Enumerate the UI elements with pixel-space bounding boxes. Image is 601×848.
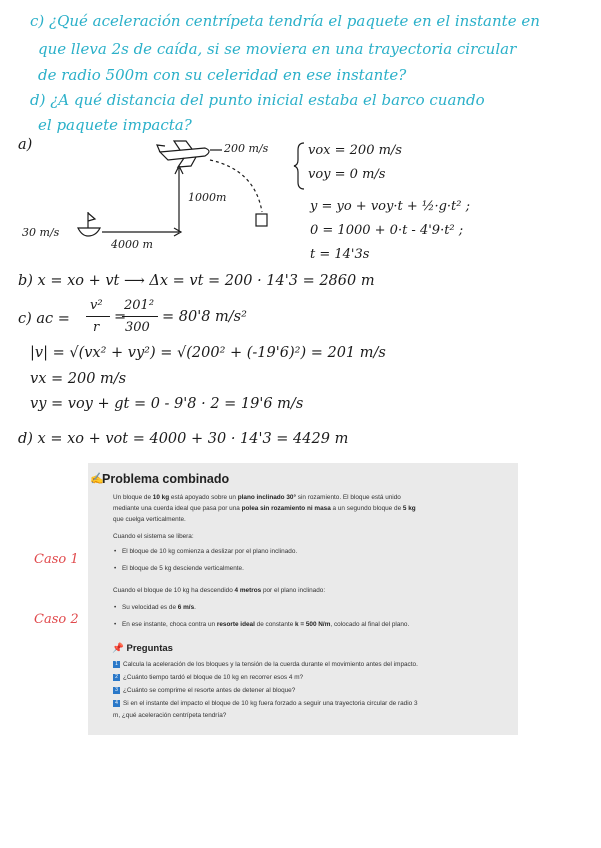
questions-heading: 📌 Preguntas — [112, 643, 173, 654]
centripetal-result: = 80'8 m/s² — [162, 309, 247, 325]
equation-substituted: 0 = 1000 + 0·t - 4'9·t² ; — [310, 223, 464, 238]
case2-bullet-2: • En ese instante, choca contra un resorte ideal de constante k = 500 N/m, colocado al final del plano. — [122, 620, 409, 630]
vy-line: vy = voy + gt = 0 - 9'8 · 2 = 19'6 m/s — [30, 396, 304, 412]
time-result: t = 14'3s — [310, 247, 370, 262]
question-d-line1: d) ¿A qué distancia del punto inicial estaba el barco cuando — [30, 91, 485, 109]
fraction1-numerator: v² — [90, 298, 103, 313]
part-c-label: c) ac = — [18, 311, 70, 327]
caso-1-label: Caso 1 — [34, 552, 79, 567]
vox-line: vox = 200 m/s — [308, 143, 402, 158]
boat-icon — [78, 212, 100, 236]
question-4-cont: m, ¿qué aceleración centrípeta tendría? — [113, 712, 227, 719]
projectile-diagram — [0, 0, 601, 300]
question-3: 3 ¿Cuánto se comprime el resorte antes de detener al bloque? — [113, 686, 295, 696]
question-c-line1: c) ¿Qué aceleración centrípeta tendría el paquete en el instante en — [30, 12, 540, 30]
case2-intro: Cuando el bloque de 10 kg ha descendido 4 metros por el plano inclinado: — [113, 587, 326, 594]
question-2: 2 ¿Cuánto tiempo tardó el bloque de 10 kg en recorrer esos 4 m? — [113, 673, 303, 683]
case2-bullet-1: • Su velocidad es de 6 m/s. — [122, 603, 196, 613]
card-title: Problema combinado — [102, 472, 230, 486]
question-d-line2: el paquete impacta? — [38, 116, 192, 134]
part-a-label: a) — [18, 137, 33, 153]
problem-card — [88, 463, 518, 735]
question-1: 1 Calcula la aceleración de los bloques y la tensión de la cuerda durante el movimiento antes del impacto. — [113, 660, 418, 670]
writing-hand-icon: ✍ — [90, 473, 104, 485]
fraction2-bar — [122, 316, 158, 317]
height-label: 1000m — [188, 191, 227, 204]
fraction1-bar — [86, 316, 110, 317]
intro-line-3: que cuelga verticalmente. — [113, 516, 186, 523]
caso-2-label: Caso 2 — [34, 612, 79, 627]
trajectory-curve — [210, 160, 262, 212]
voy-line: voy = 0 m/s — [308, 167, 386, 182]
equals-sign: = — [114, 309, 127, 325]
speed-modulus-line: |v| = √(vx² + vy²) = √(200² + (-19'6)²) = 201 m/s — [30, 345, 386, 361]
fraction1-denominator: r — [93, 320, 100, 335]
intro-line-1: Un bloque de 10 kg está apoyado sobre un plano inclinado 30° sin rozamiento. El bloque está unido — [113, 494, 401, 501]
fraction2-numerator: 201² — [124, 298, 155, 313]
intro-line-2: mediante una cuerda ideal que pasa por una polea sin rozamiento ni masa a un segundo bloque de 5 kg — [113, 505, 416, 512]
part-b-line: b) x = xo + vt ⟶ Δx = vt = 200 · 14'3 = 2860 m — [18, 273, 375, 289]
fraction2-denominator: 300 — [125, 320, 150, 335]
pin-icon: 📌 — [112, 643, 124, 654]
release-intro: Cuando el sistema se libera: — [113, 533, 194, 540]
distance-label: 4000 m — [111, 238, 153, 251]
question-4: 4 Si en el instante del impacto el bloque de 10 kg fuera forzado a seguir una trayectoria circular de radio 3 — [113, 699, 418, 709]
question-c-line2: que lleva 2s de caída, si se moviera en una trayectoria circular — [38, 40, 517, 58]
plane-speed-label: 200 m/s — [224, 142, 269, 155]
package-icon — [256, 214, 267, 226]
part-d-line: d) x = xo + vot = 4000 + 30 · 14'3 = 4429 m — [18, 431, 349, 447]
question-c-line3: de radio 500m con su celeridad en ese instante? — [38, 66, 407, 84]
case1-bullet-1: • El bloque de 10 kg comienza a deslizar por el plano inclinado. — [122, 547, 297, 557]
boat-speed-label: 30 m/s — [22, 226, 60, 239]
vx-line: vx = 200 m/s — [30, 371, 127, 387]
velocity-brace — [294, 143, 304, 189]
case1-bullet-2: • El bloque de 5 kg desciende verticalmente. — [122, 564, 244, 574]
equation-position: y = yo + voy·t + ½·g·t² ; — [310, 199, 470, 214]
airplane-icon — [157, 141, 209, 167]
